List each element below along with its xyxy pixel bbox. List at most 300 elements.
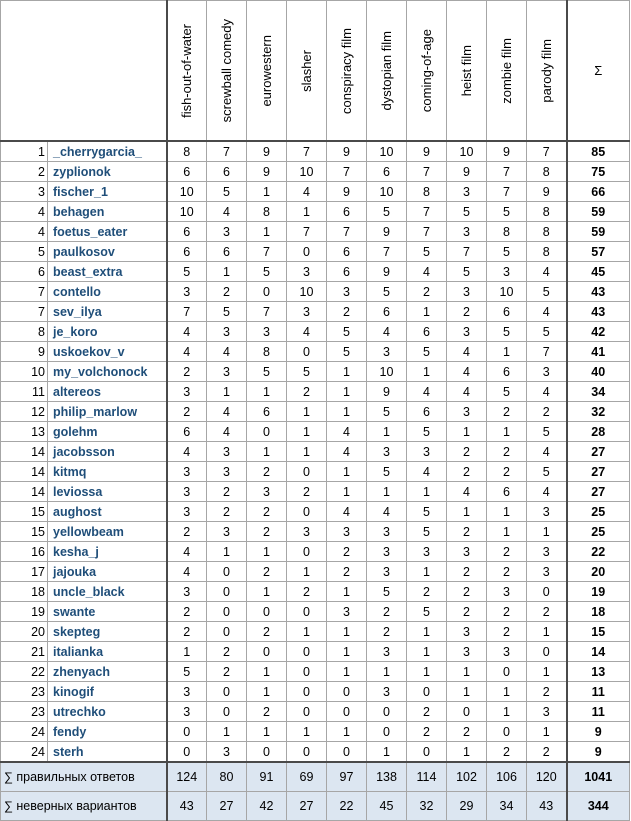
score-cell: 1 [527,622,567,642]
score-cell: 2 [247,522,287,542]
score-cell: 1 [487,682,527,702]
summary-value-cell: 42 [247,792,287,821]
score-cell: 4 [527,382,567,402]
score-cell: 3 [447,542,487,562]
score-cell: 10 [287,162,327,182]
score-cell: 0 [287,702,327,722]
score-cell: 3 [207,362,247,382]
score-cell: 2 [407,282,447,302]
score-cell: 4 [207,342,247,362]
player-name-cell: my_volchonock [48,362,167,382]
table-row [1,141,630,162]
total-cell: 9 [567,742,630,763]
total-cell: 43 [567,302,630,322]
table-row [1,582,630,602]
rank-cell: 1 [1,141,48,162]
score-cell: 3 [407,542,447,562]
score-cell: 4 [527,262,567,282]
score-cell: 6 [327,242,367,262]
score-cell: 2 [247,462,287,482]
table-row [1,182,630,202]
header-category [407,1,447,142]
score-cell: 0 [407,682,447,702]
score-cell: 4 [447,382,487,402]
score-cell: 4 [367,502,407,522]
table-row [1,342,630,362]
score-cell: 0 [207,682,247,702]
rank-cell: 24 [1,742,48,763]
score-cell: 1 [327,482,367,502]
total-cell: 25 [567,502,630,522]
table-row [1,662,630,682]
score-cell: 5 [407,602,447,622]
total-cell: 40 [567,362,630,382]
player-name-cell: kesha_j [48,542,167,562]
rank-cell: 7 [1,302,48,322]
score-cell: 1 [447,422,487,442]
rank-cell: 3 [1,182,48,202]
header-category [327,1,367,142]
summary-value-cell: 97 [327,762,367,792]
summary-value-cell: 32 [407,792,447,821]
score-cell: 3 [167,502,207,522]
score-cell: 0 [287,342,327,362]
score-cell: 5 [287,362,327,382]
score-cell: 0 [207,622,247,642]
score-cell: 4 [527,302,567,322]
score-cell: 5 [207,302,247,322]
score-cell: 0 [207,602,247,622]
score-cell: 7 [367,242,407,262]
score-cell: 2 [447,522,487,542]
score-cell: 0 [287,602,327,622]
score-cell: 5 [407,522,447,542]
score-cell: 4 [367,322,407,342]
score-cell: 0 [287,502,327,522]
score-cell: 5 [527,462,567,482]
score-cell: 9 [527,182,567,202]
score-cell: 1 [487,342,527,362]
score-cell: 2 [167,362,207,382]
score-cell: 1 [447,682,487,702]
score-cell: 2 [487,562,527,582]
table-row [1,622,630,642]
score-cell: 3 [207,742,247,763]
score-cell: 7 [407,202,447,222]
score-cell: 1 [327,582,367,602]
table-row [1,242,630,262]
score-cell: 2 [207,482,247,502]
table-row [1,302,630,322]
summary-value-cell: 114 [407,762,447,792]
summary-row [1,792,630,821]
score-cell: 7 [407,162,447,182]
score-cell: 3 [207,322,247,342]
score-cell: 1 [247,582,287,602]
rank-cell: 19 [1,602,48,622]
score-cell: 7 [247,302,287,322]
player-name-cell: foetus_eater [48,222,167,242]
score-cell: 6 [247,402,287,422]
summary-label: ∑ неверных вариантов [1,792,167,821]
score-cell: 7 [327,162,367,182]
score-cell: 4 [327,502,367,522]
score-cell: 1 [487,422,527,442]
score-cell: 0 [207,582,247,602]
score-cell: 2 [407,702,447,722]
rank-cell: 23 [1,702,48,722]
score-cell: 0 [527,642,567,662]
score-cell: 3 [487,582,527,602]
score-cell: 2 [447,562,487,582]
rank-cell: 22 [1,662,48,682]
header-category [527,1,567,142]
table-row [1,222,630,242]
total-cell: 13 [567,662,630,682]
score-cell: 2 [247,702,287,722]
score-cell: 8 [167,141,207,162]
score-cell: 1 [407,482,447,502]
score-cell: 9 [367,382,407,402]
header-category [247,1,287,142]
score-cell: 6 [167,242,207,262]
player-name-cell: swante [48,602,167,622]
score-cell: 4 [167,542,207,562]
table-row [1,482,630,502]
score-cell: 3 [287,522,327,542]
score-cell: 5 [167,662,207,682]
score-cell: 5 [487,322,527,342]
score-cell: 1 [367,742,407,763]
score-cell: 4 [287,182,327,202]
score-cell: 9 [327,182,367,202]
score-cell: 0 [167,722,207,742]
player-name-cell: leviossa [48,482,167,502]
score-cell: 9 [247,141,287,162]
score-cell: 3 [447,182,487,202]
score-cell: 3 [487,642,527,662]
total-cell: 22 [567,542,630,562]
score-cell: 2 [167,622,207,642]
score-cell: 1 [287,402,327,422]
player-name-cell: italianka [48,642,167,662]
rank-cell: 15 [1,502,48,522]
summary-value-cell: 124 [167,762,207,792]
player-name-cell: behagen [48,202,167,222]
score-cell: 1 [447,742,487,763]
score-cell: 5 [447,262,487,282]
score-cell: 1 [207,382,247,402]
score-cell: 0 [487,722,527,742]
score-cell: 7 [487,182,527,202]
score-cell: 5 [247,262,287,282]
summary-value-cell: 102 [447,762,487,792]
score-cell: 3 [447,622,487,642]
header-category-label: screwball comedy [218,18,234,123]
total-cell: 19 [567,582,630,602]
table-row [1,462,630,482]
score-cell: 0 [287,462,327,482]
score-cell: 0 [407,742,447,763]
player-name-cell: philip_marlow [48,402,167,422]
table-row [1,402,630,422]
score-cell: 3 [527,542,567,562]
score-cell: 4 [207,422,247,442]
header-category-label: zombie film [498,37,514,104]
player-name-cell: beast_extra [48,262,167,282]
score-cell: 0 [247,282,287,302]
score-cell: 1 [367,422,407,442]
score-cell: 1 [207,262,247,282]
score-cell: 2 [287,482,327,502]
header-category-label: dystopian film [378,30,394,111]
table-row [1,322,630,342]
table-row [1,262,630,282]
header-row [1,1,630,142]
header-sigma: Σ [567,1,630,142]
score-cell: 7 [407,222,447,242]
score-cell: 3 [367,342,407,362]
score-cell: 5 [447,202,487,222]
table-row [1,502,630,522]
header-category [287,1,327,142]
score-cell: 8 [247,202,287,222]
score-cell: 1 [287,722,327,742]
score-cell: 3 [367,522,407,542]
score-cell: 2 [247,622,287,642]
score-cell: 4 [167,342,207,362]
total-cell: 42 [567,322,630,342]
score-cell: 7 [247,242,287,262]
score-cell: 1 [327,722,367,742]
summary-value-cell: 69 [287,762,327,792]
score-cell: 2 [207,282,247,302]
score-cell: 3 [287,262,327,282]
score-cell: 3 [447,642,487,662]
score-cell: 3 [247,482,287,502]
score-cell: 2 [527,602,567,622]
rank-cell: 18 [1,582,48,602]
score-cell: 3 [207,522,247,542]
score-cell: 5 [367,582,407,602]
score-cell: 1 [407,302,447,322]
score-cell: 9 [327,141,367,162]
score-cell: 0 [287,662,327,682]
player-name-cell: aughost [48,502,167,522]
score-cell: 1 [487,502,527,522]
player-name-cell: yellowbeam [48,522,167,542]
score-cell: 1 [327,622,367,642]
score-cell: 2 [167,522,207,542]
score-cell: 5 [527,422,567,442]
score-cell: 2 [207,662,247,682]
score-cell: 1 [287,562,327,582]
score-cell: 2 [447,602,487,622]
score-cell: 1 [447,662,487,682]
score-cell: 5 [407,242,447,262]
score-cell: 5 [367,462,407,482]
score-cell: 2 [487,622,527,642]
score-cell: 3 [167,462,207,482]
player-name-cell: zyplionok [48,162,167,182]
score-cell: 3 [327,522,367,542]
score-cell: 1 [367,482,407,502]
score-cell: 1 [287,202,327,222]
table-row [1,282,630,302]
score-cell: 5 [207,182,247,202]
total-cell: 11 [567,702,630,722]
player-name-cell: _cherrygarcia_ [48,141,167,162]
score-cell: 2 [167,602,207,622]
header-category-label: fish-out-of-water [179,23,194,118]
rank-cell: 5 [1,242,48,262]
score-cell: 1 [247,722,287,742]
table-row [1,362,630,382]
player-name-cell: fendy [48,722,167,742]
player-name-cell: contello [48,282,167,302]
score-cell: 1 [487,522,527,542]
total-cell: 27 [567,442,630,462]
header-category-label: conspiracy film [338,27,354,114]
score-cell: 6 [327,202,367,222]
rank-cell: 4 [1,202,48,222]
header-category-label: slasher [298,49,314,92]
score-cell: 0 [247,742,287,763]
table-row [1,742,630,763]
total-cell: 14 [567,642,630,662]
player-name-cell: je_koro [48,322,167,342]
player-name-cell: jajouka [48,562,167,582]
table-row [1,202,630,222]
score-cell: 2 [487,442,527,462]
score-cell: 8 [527,202,567,222]
score-cell: 10 [167,202,207,222]
score-cell: 10 [447,141,487,162]
table-row [1,422,630,442]
score-cell: 3 [447,222,487,242]
score-cell: 2 [527,402,567,422]
rank-cell: 23 [1,682,48,702]
score-cell: 2 [287,382,327,402]
player-name-cell: kitmq [48,462,167,482]
score-cell: 0 [287,642,327,662]
table-row [1,702,630,722]
score-cell: 8 [407,182,447,202]
score-cell: 6 [207,162,247,182]
score-cell: 2 [447,722,487,742]
score-cell: 9 [247,162,287,182]
score-cell: 1 [327,402,367,422]
score-cell: 3 [207,222,247,242]
header-category-label: eurowestern [258,34,274,107]
rank-cell: 14 [1,462,48,482]
score-cell: 0 [207,562,247,582]
score-cell: 1 [407,362,447,382]
score-cell: 1 [327,642,367,662]
score-cell: 4 [167,442,207,462]
score-cell: 9 [487,141,527,162]
score-cell: 9 [407,141,447,162]
score-cell: 5 [247,362,287,382]
score-cell: 0 [247,602,287,622]
score-cell: 5 [527,322,567,342]
score-cell: 1 [247,382,287,402]
score-cell: 4 [207,402,247,422]
header-category-label: heist film [458,44,474,97]
score-cell: 2 [327,542,367,562]
score-cell: 7 [287,141,327,162]
score-cell: 3 [207,442,247,462]
player-name-cell: golehm [48,422,167,442]
score-cell: 2 [327,302,367,322]
score-cell: 0 [247,642,287,662]
score-cell: 10 [367,362,407,382]
score-cell: 2 [367,622,407,642]
rank-cell: 21 [1,642,48,662]
total-cell: 18 [567,602,630,622]
score-cell: 9 [367,262,407,282]
player-name-cell: paulkosov [48,242,167,262]
score-cell: 3 [527,562,567,582]
score-cell: 3 [327,602,367,622]
score-cell: 4 [527,482,567,502]
score-cell: 10 [487,282,527,302]
score-cell: 7 [207,141,247,162]
score-cell: 0 [327,682,367,702]
score-cell: 3 [487,262,527,282]
table-summary [1,762,630,821]
score-cell: 0 [247,422,287,442]
score-cell: 5 [367,202,407,222]
score-cell: 1 [247,682,287,702]
header-category [207,1,247,142]
player-name-cell: sev_ilya [48,302,167,322]
score-cell: 1 [407,642,447,662]
score-cell: 4 [407,462,447,482]
total-cell: 43 [567,282,630,302]
score-cell: 3 [287,302,327,322]
score-cell: 3 [367,442,407,462]
score-cell: 6 [167,222,207,242]
score-cell: 6 [367,162,407,182]
score-cell: 3 [447,322,487,342]
score-cell: 3 [367,642,407,662]
score-cell: 3 [527,502,567,522]
score-cell: 6 [487,482,527,502]
score-cell: 2 [367,602,407,622]
score-cell: 2 [207,502,247,522]
score-cell: 4 [287,322,327,342]
score-cell: 2 [447,462,487,482]
score-cell: 5 [487,242,527,262]
score-cell: 3 [167,282,207,302]
summary-value-cell: 43 [527,792,567,821]
score-cell: 2 [407,582,447,602]
score-cell: 6 [407,402,447,422]
summary-value-cell: 27 [207,792,247,821]
score-cell: 2 [247,562,287,582]
score-cell: 0 [287,242,327,262]
summary-value-cell: 27 [287,792,327,821]
score-cell: 0 [287,742,327,763]
rank-cell: 2 [1,162,48,182]
summary-label: ∑ правильных ответов [1,762,167,792]
score-cell: 8 [527,242,567,262]
score-cell: 0 [367,702,407,722]
score-cell: 3 [167,382,207,402]
total-cell: 28 [567,422,630,442]
total-cell: 41 [567,342,630,362]
